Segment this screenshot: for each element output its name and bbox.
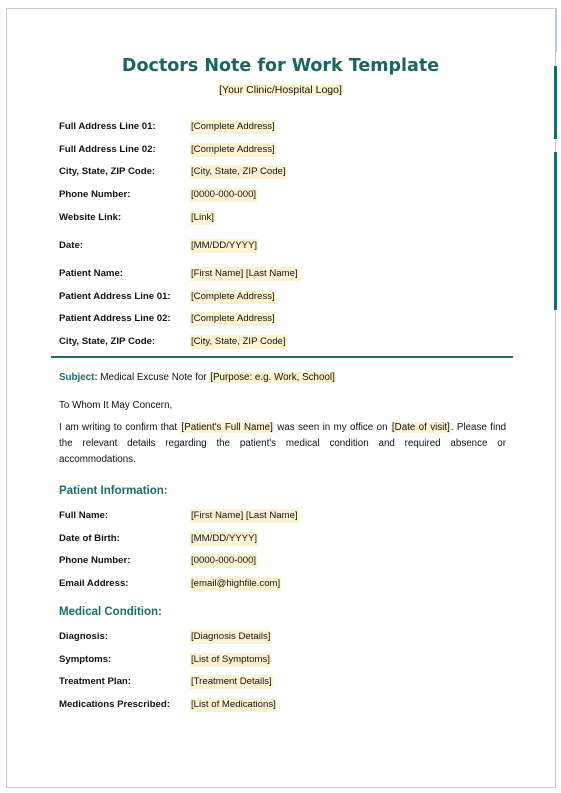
field-label: Patient Address Line 01: bbox=[59, 291, 171, 302]
field-value: [Complete Address] bbox=[191, 313, 275, 324]
field-label: Phone Number: bbox=[59, 189, 131, 200]
field-label: Patient Name: bbox=[59, 268, 123, 279]
field-value: [City, State, ZIP Code] bbox=[191, 166, 286, 177]
section-heading-medical-condition: Medical Condition: bbox=[59, 606, 162, 618]
field-label: Phone Number: bbox=[59, 555, 131, 566]
field-label: Full Address Line 01: bbox=[59, 121, 156, 132]
field-value: [Diagnosis Details] bbox=[191, 631, 271, 642]
field-label: Email Address: bbox=[59, 578, 129, 589]
field-value: [MM/DD/YYYY] bbox=[191, 240, 258, 251]
field-label: City, State, ZIP Code: bbox=[59, 166, 156, 177]
field-value: [0000-000-000] bbox=[191, 555, 257, 566]
field-label: Date: bbox=[59, 240, 83, 251]
field-value: [Treatment Details] bbox=[191, 676, 272, 687]
salutation: To Whom It May Concern, bbox=[59, 400, 173, 411]
field-value: [Link] bbox=[191, 212, 214, 223]
field-label: Date of Birth: bbox=[59, 533, 120, 544]
field-value: [Complete Address] bbox=[191, 121, 275, 132]
scroll-indicator-upper bbox=[554, 66, 557, 139]
field-label: Full Address Line 02: bbox=[59, 144, 156, 155]
field-value: [List of Medications] bbox=[191, 699, 276, 710]
field-label: Full Name: bbox=[59, 510, 109, 521]
subject-label: Subject: bbox=[59, 372, 98, 383]
field-value: [First Name] [Last Name] bbox=[191, 510, 298, 521]
subject-purpose-placeholder: [Purpose: e.g. Work, School] bbox=[210, 372, 335, 383]
patient-name-placeholder: [Patient's Full Name] bbox=[181, 422, 273, 433]
visit-date-placeholder: [Date of visit] bbox=[391, 422, 450, 433]
subject-line bbox=[59, 371, 336, 385]
field-label: Symptoms: bbox=[59, 654, 112, 665]
letter-body-paragraph: I am writing to confirm that [Patient's Full Name] was seen in my office on [Date of visit]. Please find the relevant details regarding the patient's medical condition and required absence or accommodations. bbox=[59, 422, 507, 465]
field-value: [MM/DD/YYYY] bbox=[191, 533, 258, 544]
field-value: [List of Symptoms] bbox=[191, 654, 270, 665]
field-label: Website Link: bbox=[59, 212, 122, 223]
document-title: Doctors Note for Work Template bbox=[121, 56, 440, 76]
scroll-indicator-lower bbox=[554, 152, 557, 310]
field-value: [Complete Address] bbox=[191, 291, 275, 302]
section-heading-patient-information: Patient Information: bbox=[59, 485, 168, 497]
field-value: [Complete Address] bbox=[191, 144, 275, 155]
logo-placeholder: [Your Clinic/Hospital Logo] bbox=[219, 84, 342, 96]
scroll-indicator-top bbox=[555, 8, 557, 52]
field-value: [email@highfile.com] bbox=[191, 578, 281, 589]
field-value: [City, State, ZIP Code] bbox=[191, 336, 286, 347]
subject-text: Medical Excuse Note for bbox=[97, 372, 210, 383]
field-value: [0000-000-000] bbox=[191, 189, 257, 200]
field-value: [First Name] [Last Name] bbox=[191, 268, 298, 279]
field-label: Patient Address Line 02: bbox=[59, 313, 171, 324]
field-label: Diagnosis: bbox=[59, 631, 109, 642]
field-label: Treatment Plan: bbox=[59, 676, 131, 687]
section-divider bbox=[51, 356, 513, 358]
field-label: Medications Prescribed: bbox=[59, 699, 170, 710]
field-label: City, State, ZIP Code: bbox=[59, 336, 156, 347]
